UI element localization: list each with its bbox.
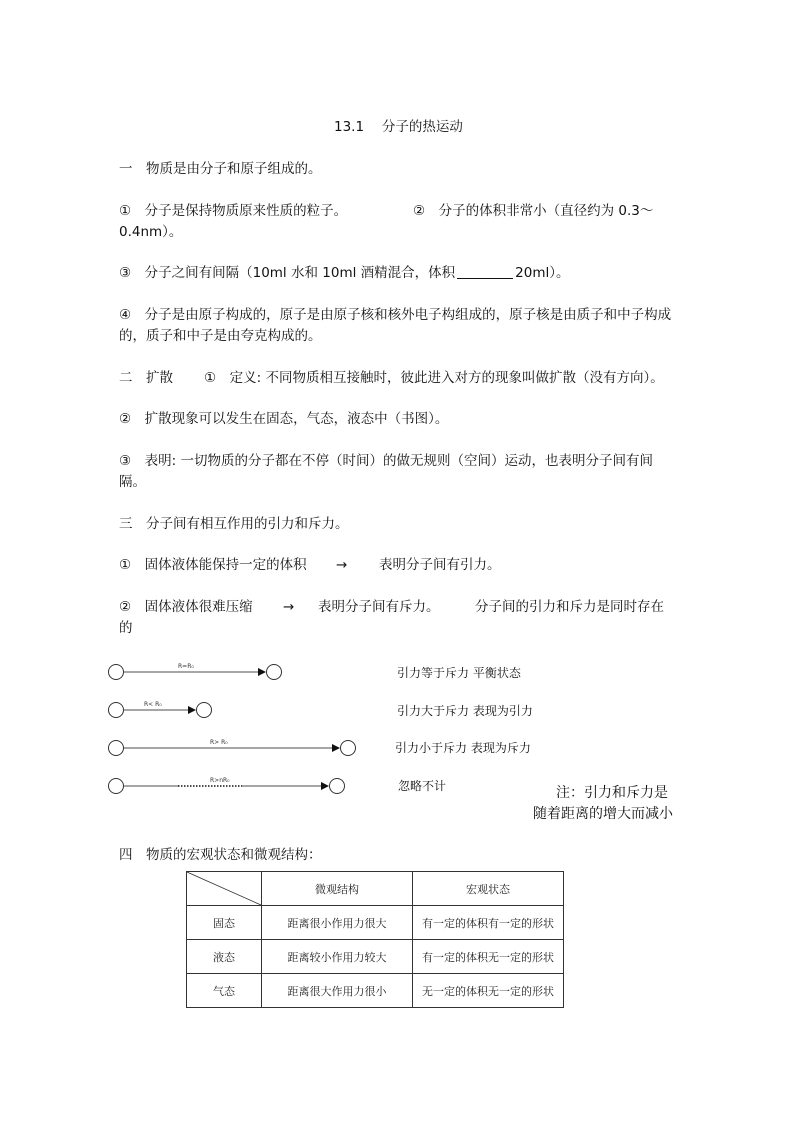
s1-point-2: ② 分子的体积非常小（直径约为 0.3～: [413, 203, 654, 219]
table-cell: 液态: [187, 940, 262, 974]
table-cell: 固态: [187, 906, 262, 940]
diagram-note-cont: 随着距离的增大而减小: [533, 806, 673, 822]
s2-point-3: ③ 表明: 一切物质的分子都在不停（时间）的做无规则（空间）运动，也表明分子间有间隔。: [119, 453, 653, 490]
table-header-row: [187, 872, 564, 906]
molecule-circle: [109, 741, 124, 756]
table-header: 宏观状态: [413, 872, 564, 906]
molecule-circle: [109, 703, 124, 718]
table-header: 微观结构: [262, 872, 413, 906]
s3-point-2-result: 表明分子间有斥力。: [318, 599, 440, 615]
s3-point-2: ② 固体液体很难压缩: [119, 599, 253, 615]
arrow-icon: →: [283, 599, 295, 615]
molecule-circle: [330, 779, 345, 794]
page-title: 13.1 分子的热运动: [334, 119, 463, 135]
s1-point-4: ④ 分子是由原子构成的，原子是由原子核和核外电子构组成的，原子核是由质子和中子构成的，质子和中子是由夸克构成的。: [119, 307, 672, 344]
distance-label: R=R₀: [178, 663, 194, 670]
molecule-circle: [341, 741, 356, 756]
s1-point-3-text: ③ 分子之间有间隔（10ml 水和 10ml 酒精混合，体积: [119, 265, 456, 281]
distance-label: R< R₀: [144, 701, 162, 708]
diagram-note: 注：引力和斥力是: [556, 785, 668, 801]
section-3-heading: 三 分子间有相互作用的引力和斥力。: [119, 516, 349, 532]
table-cell: 有一定的体积有一定的形状: [413, 906, 564, 940]
s2-definition: ① 定义: 不同物质相互接触时，彼此进入对方的现象叫做扩散（没有方向）。: [204, 370, 664, 386]
table-corner-cell: [187, 872, 262, 906]
table-cell: 距离较小作用力较大: [262, 940, 413, 974]
table-cell: 有一定的体积无一定的形状: [413, 940, 564, 974]
table-row: [187, 940, 564, 974]
table-cell: 无一定的体积无一定的形状: [413, 974, 564, 1008]
table-cell: 距离很大作用力很小: [262, 974, 413, 1008]
s1-point-2-cont: 0.4nm）。: [119, 224, 183, 240]
molecule-circle: [109, 665, 124, 680]
molecule-circle: [267, 665, 282, 680]
force-description: 引力小于斥力 表现为斥力: [395, 741, 531, 755]
s3-point-2-note-cont: 的: [119, 620, 133, 636]
s2-point-2: ② 扩散现象可以发生在固态，气态，液态中（书图）。: [119, 411, 449, 427]
table-cell: 距离很小作用力很大: [262, 906, 413, 940]
table-cell: 气态: [187, 974, 262, 1008]
s3-point-1-result: 表明分子间有引力。: [379, 557, 501, 573]
distance-label: R> R₀: [210, 739, 228, 746]
molecule-circle: [197, 703, 212, 718]
s1-point-3-end: 20ml）。: [515, 265, 570, 281]
force-description: 引力大于斥力 表现为引力: [397, 704, 533, 718]
diagonal-line: [187, 872, 261, 905]
section-2-heading: 二 扩散: [119, 370, 173, 386]
distance-label: R>nR₀: [210, 777, 230, 784]
section-1-heading: 一 物质是由分子和原子组成的。: [119, 161, 322, 177]
molecule-circle: [109, 779, 124, 794]
s3-point-1: ① 固体液体能保持一定的体积: [119, 557, 307, 573]
s3-point-2-note: 分子间的引力和斥力是同时存在: [475, 599, 664, 615]
table-row: [187, 974, 564, 1008]
arrow-icon: →: [336, 557, 348, 573]
table-row: [187, 906, 564, 940]
force-description: 引力等于斥力 平衡状态: [397, 666, 521, 680]
s1-point-1: ① 分子是保持物质原来性质的粒子。: [119, 203, 348, 219]
section-4-heading: 四 物质的宏观状态和微观结构：: [119, 847, 322, 863]
state-structure-table: [186, 871, 564, 1008]
force-description: 忽略不计: [398, 779, 447, 793]
